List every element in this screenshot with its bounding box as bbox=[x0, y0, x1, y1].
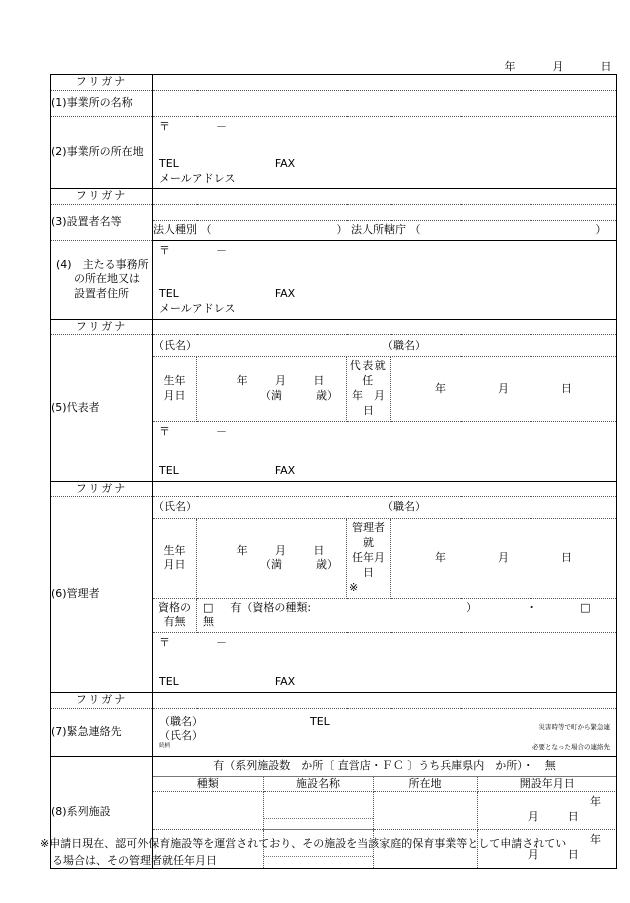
input-mgr-qualification[interactable] bbox=[197, 598, 617, 633]
row-furigana-5 bbox=[51, 692, 617, 708]
rep-fax-label: FAX bbox=[274, 463, 296, 477]
affiliated-col-name: 施設名称 bbox=[263, 777, 373, 792]
input-mgr-address[interactable] bbox=[153, 633, 617, 693]
furigana-label-2: フリガナ bbox=[51, 189, 153, 205]
rep-age-close: 歳） bbox=[316, 389, 338, 403]
row-furigana-3 bbox=[51, 319, 617, 335]
label-main-office-l3: 設置者住所 bbox=[74, 287, 129, 301]
row-furigana-1 bbox=[51, 75, 617, 91]
emergency-note-l1: 災害時等で町から緊急連 bbox=[538, 722, 610, 731]
label-mgr-qual-l1: 資格の bbox=[158, 600, 191, 614]
furigana-value-5[interactable] bbox=[153, 692, 617, 708]
row-main-office-address bbox=[51, 241, 617, 320]
input-rep-assume-date[interactable] bbox=[391, 357, 617, 421]
label-rep-assume-date bbox=[347, 357, 396, 421]
row-founder-name bbox=[51, 205, 617, 221]
affiliated-address-1[interactable] bbox=[373, 792, 477, 830]
footnote-line-1: ※申請日現在、認可外保育施設等を運営されており、その施設を当該家庭的保育事業等として申請されてい bbox=[40, 837, 567, 850]
input-office-name[interactable] bbox=[153, 90, 617, 116]
corp-type-close: ） bbox=[336, 223, 348, 237]
furigana-value-3[interactable] bbox=[153, 319, 617, 335]
row-mgr-name bbox=[51, 497, 617, 519]
furigana-value-1[interactable] bbox=[153, 75, 617, 91]
main-office-mail-label: メールアドレス bbox=[159, 301, 236, 315]
mgr-assume-ymd bbox=[391, 551, 616, 566]
zip-dash-label: － bbox=[216, 119, 227, 133]
row-furigana-4 bbox=[51, 481, 617, 497]
main-office-fax-label: FAX bbox=[274, 286, 296, 300]
rep-birth-year: 年 bbox=[236, 374, 248, 388]
rep-tel-line bbox=[159, 464, 610, 479]
rep-assume-month: 月 bbox=[498, 381, 509, 395]
qualification-yes-checkbox[interactable]: □ bbox=[203, 600, 214, 614]
furigana-label-1: フリガナ bbox=[51, 75, 153, 91]
input-office-address[interactable] bbox=[153, 116, 617, 189]
application-form-table bbox=[50, 74, 617, 869]
affiliated-openyear-2: 年 bbox=[590, 833, 601, 847]
affiliated-header-row bbox=[153, 777, 617, 792]
mgr-assume-day: 日 bbox=[561, 551, 572, 565]
label-mgr-qual-l2: 有無 bbox=[163, 615, 186, 629]
label-office-name: (1)事業所の名称 bbox=[51, 90, 153, 116]
mgr-zip-line bbox=[159, 636, 610, 651]
label-mgr-assume-asterisk: ※ bbox=[349, 580, 359, 594]
rep-address-block bbox=[153, 422, 616, 481]
corp-type-row[interactable] bbox=[153, 221, 617, 241]
mgr-birth-month: 月 bbox=[274, 543, 286, 557]
furigana-label-3: フリガナ bbox=[51, 319, 153, 335]
office-tel-line bbox=[159, 157, 610, 172]
input-mgr-assume-date[interactable] bbox=[391, 519, 617, 598]
office-zip-line bbox=[159, 120, 610, 135]
affiliated-openmonth-1: 月 bbox=[527, 809, 539, 823]
row-office-address bbox=[51, 116, 617, 189]
label-rep-birth-l2: 月日 bbox=[163, 389, 186, 403]
row-emergency-contact bbox=[51, 708, 617, 756]
affiliated-openday-2: 日 bbox=[567, 848, 579, 862]
office-address-block bbox=[153, 117, 616, 189]
label-main-office-l2: の所在地又は bbox=[74, 272, 140, 286]
main-office-zip-line bbox=[159, 244, 610, 259]
input-founder-name[interactable] bbox=[153, 205, 617, 221]
label-mgr-assume-l1: 管理者就 bbox=[352, 521, 385, 550]
mgr-age-line bbox=[197, 558, 346, 573]
mgr-tel-line bbox=[159, 675, 610, 690]
rep-birth-day: 日 bbox=[313, 374, 325, 388]
corp-authority-close: ） bbox=[595, 223, 607, 237]
input-rep-birthdate[interactable] bbox=[197, 357, 347, 421]
zip-icon: 〒 bbox=[159, 424, 170, 438]
mgr-name-post-row[interactable] bbox=[153, 497, 617, 519]
affiliated-col-opendate: 開設年月日 bbox=[477, 777, 617, 792]
label-mgr-assume-date bbox=[347, 519, 391, 598]
input-rep-address[interactable] bbox=[153, 421, 617, 481]
label-main-office-l1: (4) 主たる事務所 bbox=[56, 257, 149, 271]
header-month-label: 月 bbox=[552, 60, 564, 73]
input-mgr-birthdate[interactable] bbox=[197, 519, 347, 598]
furigana-value-2[interactable] bbox=[153, 189, 617, 205]
affiliated-openyear-1: 年 bbox=[590, 795, 601, 809]
qualification-yes-close: ） bbox=[466, 600, 478, 614]
furigana-value-4[interactable] bbox=[153, 481, 617, 497]
footnote bbox=[40, 836, 620, 869]
header-day-label: 日 bbox=[600, 60, 612, 73]
row-office-name bbox=[51, 90, 617, 116]
qualification-yes-label: 有（資格の種類: bbox=[230, 600, 312, 614]
mgr-post-label: （職名） bbox=[382, 500, 426, 514]
main-office-tel-label: TEL bbox=[159, 286, 179, 300]
label-founder-name: (3)設置者名等 bbox=[51, 205, 153, 241]
affiliated-name-1[interactable] bbox=[263, 792, 373, 830]
mgr-name-label: （氏名） bbox=[153, 500, 197, 514]
rep-name-label: （氏名） bbox=[153, 338, 197, 352]
mgr-assume-year: 年 bbox=[435, 551, 446, 565]
emergency-tel-label: TEL bbox=[310, 714, 330, 728]
affiliated-has-line[interactable]: 有（系列施設数 か所〔 直営店・ＦＣ 〕うち兵庫県内 か所）・ 無 bbox=[153, 757, 616, 777]
mgr-birth-day: 日 bbox=[313, 543, 325, 557]
label-mgr-assume-l2: 任年月日 bbox=[352, 551, 385, 579]
rep-tel-label: TEL bbox=[159, 463, 179, 477]
row-furigana-2 bbox=[51, 189, 617, 205]
row-rep-name bbox=[51, 335, 617, 357]
label-rep-birth bbox=[153, 357, 197, 421]
mgr-tel-label: TEL bbox=[159, 675, 179, 689]
main-office-tel-line bbox=[159, 287, 610, 302]
zip-dash-label: － bbox=[216, 424, 227, 438]
header-date-line bbox=[50, 58, 630, 74]
footnote-line-2: る場合は、その管理者就任年月日 bbox=[52, 853, 217, 867]
emergency-note-l2: 必要となった場合の連絡先 bbox=[532, 742, 610, 751]
emergency-relation-label: 続柄 bbox=[159, 743, 171, 750]
rep-assume-ymd bbox=[391, 382, 616, 397]
emergency-name-label: （氏名） bbox=[159, 729, 203, 743]
label-manager: (6)管理者 bbox=[51, 497, 153, 693]
affiliated-opendate-1[interactable] bbox=[477, 792, 617, 830]
header-year-label: 年 bbox=[504, 60, 516, 73]
zip-dash-label: － bbox=[216, 636, 227, 650]
label-mgr-qualification bbox=[153, 598, 197, 633]
mgr-assume-month: 月 bbox=[498, 551, 509, 565]
affiliated-col-type: 種類 bbox=[153, 777, 263, 792]
mgr-age-open: （満 bbox=[260, 558, 282, 572]
affiliated-col-address: 所在地 bbox=[373, 777, 477, 792]
rep-birth-month: 月 bbox=[274, 374, 286, 388]
furigana-label-4: フリガナ bbox=[51, 481, 153, 497]
office-mail-label: メールアドレス bbox=[159, 171, 236, 185]
label-affiliated-facilities: (8)系列施設 bbox=[51, 756, 153, 868]
rep-zip-line bbox=[159, 425, 610, 440]
office-fax-label: FAX bbox=[274, 156, 296, 170]
rep-assume-year: 年 bbox=[435, 381, 446, 395]
label-rep-birth-l1: 生年 bbox=[163, 374, 186, 388]
affiliated-openmd-1 bbox=[478, 810, 608, 825]
furigana-label-5: フリガナ bbox=[51, 692, 153, 708]
rep-age-line bbox=[197, 389, 346, 404]
main-office-address-block bbox=[153, 241, 616, 319]
mgr-fax-label: FAX bbox=[274, 675, 296, 689]
affiliated-openday-1: 日 bbox=[567, 809, 579, 823]
label-emergency-contact: (7)緊急連絡先 bbox=[51, 708, 153, 756]
input-emergency-contact[interactable] bbox=[153, 708, 617, 756]
affiliated-row-1 bbox=[153, 792, 617, 830]
affiliated-openmonth-2: 月 bbox=[527, 848, 539, 862]
label-representative: (5)代表者 bbox=[51, 335, 153, 481]
qualification-separator-dot: ・ bbox=[526, 600, 538, 614]
input-main-office-address[interactable] bbox=[153, 241, 617, 320]
label-rep-assume-l2: 年 月 日 bbox=[352, 389, 396, 417]
rep-assume-day: 日 bbox=[561, 381, 572, 395]
rep-birth-ymd bbox=[197, 374, 346, 389]
affiliated-type-1[interactable] bbox=[153, 792, 263, 830]
label-main-office-address bbox=[51, 241, 153, 320]
rep-name-post-row[interactable] bbox=[153, 335, 617, 357]
mgr-birth-ymd bbox=[197, 544, 346, 559]
corp-authority-label: 法人所轄庁 （ bbox=[351, 223, 421, 237]
zip-dash-label: － bbox=[216, 244, 227, 258]
mgr-age-close: 歳） bbox=[316, 558, 338, 572]
rep-age-open: （満 bbox=[260, 389, 282, 403]
rep-post-label: （職名） bbox=[382, 338, 426, 352]
corp-type-label: 法人種別 （ bbox=[153, 223, 212, 237]
zip-icon: 〒 bbox=[159, 244, 170, 258]
label-office-address: (2)事業所の所在地 bbox=[51, 116, 153, 189]
emergency-post-label: （職名） bbox=[159, 714, 203, 728]
label-mgr-birth-l2: 月日 bbox=[163, 558, 186, 572]
qualification-no-label: 無 bbox=[203, 615, 214, 629]
mgr-address-block bbox=[153, 633, 616, 692]
label-rep-assume-l1: 代表就任 bbox=[349, 359, 388, 388]
zip-icon: 〒 bbox=[159, 636, 170, 650]
label-mgr-birth bbox=[153, 519, 197, 598]
mgr-birth-year: 年 bbox=[236, 543, 248, 557]
zip-icon: 〒 bbox=[159, 119, 170, 133]
office-tel-label: TEL bbox=[159, 156, 179, 170]
affiliated-name-1-line bbox=[264, 803, 373, 819]
qualification-no-checkbox[interactable]: □ bbox=[580, 600, 591, 614]
label-mgr-birth-l1: 生年 bbox=[163, 543, 186, 557]
